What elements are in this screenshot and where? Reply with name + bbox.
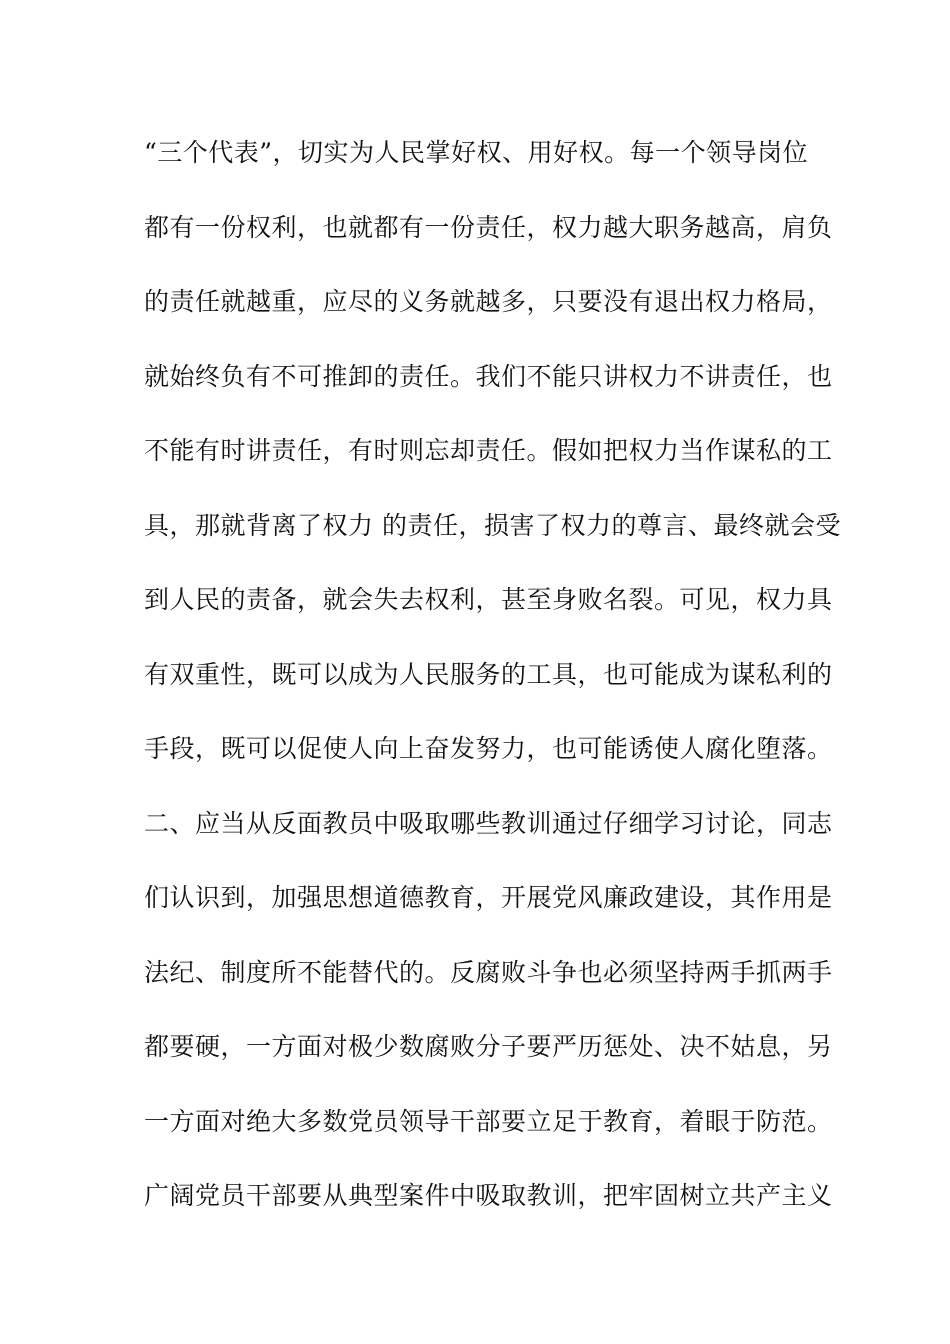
text-line: 有双重性，既可以成为人民服务的工具，也可能成为谋私利的: [144, 659, 833, 689]
text-line: 就始终负有不可推卸的责任。我们不能只讲权力不讲责任，也: [144, 361, 833, 391]
text-line: 都有一份权利，也就都有一份责任，权力越大职务越高，肩负: [144, 212, 833, 242]
text-line: 不能有时讲责任，有时则忘却责任。假如把权力当作谋私的工: [144, 436, 833, 465]
text-line: 手段，既可以促使人向上奋发努力，也可能诱使人腐化堕落。: [144, 734, 833, 763]
text-line: 一方面对绝大多数党员领导干部要立足于教育，着眼于防范。: [144, 1106, 833, 1136]
text-line: 到人民的责备，就会失去权利，甚至身败名裂。可见，权力具: [144, 585, 833, 614]
text-line: 的责任就越重，应尽的义务就越多，只要没有退出权力格局，: [144, 287, 833, 316]
text-line: 具，那就背离了权力 的责任，损害了权力的尊言、最终就会受: [144, 510, 841, 540]
section-heading-line: 二、应当从反面教员中吸取哪些教训通过仔细学习讨论，同志: [144, 808, 833, 838]
text-line: 广阔党员干部要从典型案件中吸取教训，把牢固树立共产主义: [144, 1181, 833, 1210]
text-line: 们认识到，加强思想道德教育，开展党风廉政建设，其作用是: [144, 883, 833, 912]
text-line: 都要硬，一方面对极少数腐败分子要严历惩处、决不姑息，另: [144, 1032, 833, 1061]
text-line: 法纪、制度所不能替代的。反腐败斗争也必须坚持两手抓两手: [144, 957, 833, 987]
body-text: [144, 126, 841, 1244]
text-line: “三个代表”，切实为人民掌好权、用好权。每一个领导岗位: [144, 138, 809, 167]
